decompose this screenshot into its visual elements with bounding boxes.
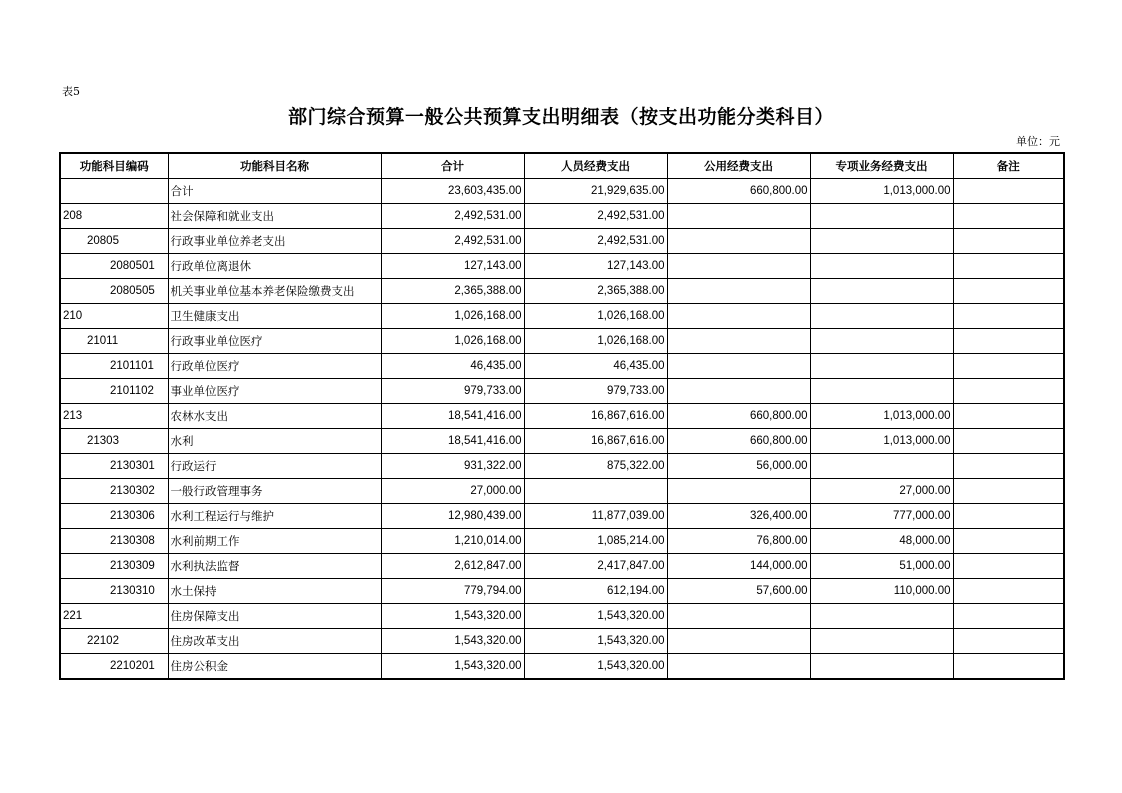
cell-public: 76,800.00 (667, 529, 810, 554)
budget-table (59, 152, 1065, 680)
cell-total: 779,794.00 (381, 579, 524, 604)
cell-special (810, 204, 953, 229)
cell-code: 21303 (60, 429, 168, 454)
header-public: 公用经费支出 (667, 153, 810, 179)
cell-public (667, 229, 810, 254)
cell-code: 2101102 (60, 379, 168, 404)
cell-code: 2130301 (60, 454, 168, 479)
cell-code: 2130306 (60, 504, 168, 529)
cell-special (810, 604, 953, 629)
cell-public (667, 479, 810, 504)
cell-public: 144,000.00 (667, 554, 810, 579)
table-row (60, 229, 1064, 254)
cell-note (953, 479, 1064, 504)
cell-code: 2210201 (60, 654, 168, 680)
cell-public: 660,800.00 (667, 404, 810, 429)
table-row (60, 304, 1064, 329)
cell-name: 行政事业单位养老支出 (168, 229, 381, 254)
cell-personnel: 16,867,616.00 (524, 429, 667, 454)
cell-total: 46,435.00 (381, 354, 524, 379)
cell-name: 水利执法监督 (168, 554, 381, 579)
cell-note (953, 304, 1064, 329)
table-row (60, 579, 1064, 604)
cell-note (953, 579, 1064, 604)
cell-code: 2101101 (60, 354, 168, 379)
cell-note (953, 629, 1064, 654)
table-row (60, 504, 1064, 529)
cell-code: 21011 (60, 329, 168, 354)
cell-personnel: 2,492,531.00 (524, 229, 667, 254)
cell-special: 1,013,000.00 (810, 404, 953, 429)
cell-total: 18,541,416.00 (381, 429, 524, 454)
cell-code: 221 (60, 604, 168, 629)
table-row (60, 379, 1064, 404)
cell-name: 行政事业单位医疗 (168, 329, 381, 354)
cell-note (953, 379, 1064, 404)
cell-public (667, 654, 810, 680)
cell-public: 660,800.00 (667, 429, 810, 454)
cell-note (953, 654, 1064, 680)
cell-public (667, 379, 810, 404)
cell-public (667, 279, 810, 304)
cell-special (810, 279, 953, 304)
cell-personnel: 875,322.00 (524, 454, 667, 479)
cell-special: 110,000.00 (810, 579, 953, 604)
cell-name: 行政单位离退休 (168, 254, 381, 279)
table-row (60, 629, 1064, 654)
header-personnel: 人员经费支出 (524, 153, 667, 179)
cell-name: 水土保持 (168, 579, 381, 604)
table-row (60, 279, 1064, 304)
cell-code: 2130308 (60, 529, 168, 554)
cell-special: 777,000.00 (810, 504, 953, 529)
cell-note (953, 204, 1064, 229)
cell-special (810, 654, 953, 680)
cell-public (667, 204, 810, 229)
cell-special (810, 329, 953, 354)
cell-public (667, 329, 810, 354)
header-name: 功能科目名称 (168, 153, 381, 179)
cell-total: 18,541,416.00 (381, 404, 524, 429)
cell-code: 2130310 (60, 579, 168, 604)
cell-name: 卫生健康支出 (168, 304, 381, 329)
cell-name: 事业单位医疗 (168, 379, 381, 404)
cell-total: 1,543,320.00 (381, 629, 524, 654)
cell-special (810, 254, 953, 279)
table-row (60, 454, 1064, 479)
cell-public: 57,600.00 (667, 579, 810, 604)
cell-name: 社会保障和就业支出 (168, 204, 381, 229)
cell-note (953, 279, 1064, 304)
cell-total: 1,543,320.00 (381, 654, 524, 680)
cell-code: 2130309 (60, 554, 168, 579)
cell-code: 22102 (60, 629, 168, 654)
cell-total: 23,603,435.00 (381, 179, 524, 204)
table-row (60, 554, 1064, 579)
table-body (60, 179, 1064, 680)
cell-code (60, 179, 168, 204)
cell-total: 1,210,014.00 (381, 529, 524, 554)
cell-name: 住房改革支出 (168, 629, 381, 654)
cell-special (810, 629, 953, 654)
cell-special: 27,000.00 (810, 479, 953, 504)
table-row (60, 179, 1064, 204)
cell-code: 2080505 (60, 279, 168, 304)
cell-note (953, 254, 1064, 279)
cell-code: 20805 (60, 229, 168, 254)
cell-total: 2,365,388.00 (381, 279, 524, 304)
cell-code: 2130302 (60, 479, 168, 504)
cell-public: 326,400.00 (667, 504, 810, 529)
cell-personnel: 21,929,635.00 (524, 179, 667, 204)
cell-public: 660,800.00 (667, 179, 810, 204)
cell-special (810, 229, 953, 254)
cell-note (953, 404, 1064, 429)
cell-note (953, 179, 1064, 204)
unit-label: 单位：元 (1016, 135, 1060, 148)
cell-name: 行政单位医疗 (168, 354, 381, 379)
cell-name: 水利 (168, 429, 381, 454)
cell-name: 行政运行 (168, 454, 381, 479)
cell-personnel: 1,026,168.00 (524, 329, 667, 354)
cell-note (953, 429, 1064, 454)
cell-public (667, 604, 810, 629)
cell-code: 2080501 (60, 254, 168, 279)
cell-total: 979,733.00 (381, 379, 524, 404)
cell-personnel: 1,543,320.00 (524, 654, 667, 680)
table-row (60, 654, 1064, 680)
cell-public (667, 254, 810, 279)
cell-personnel (524, 479, 667, 504)
cell-personnel: 1,026,168.00 (524, 304, 667, 329)
table-row (60, 204, 1064, 229)
header-code: 功能科目编码 (60, 153, 168, 179)
cell-name: 水利前期工作 (168, 529, 381, 554)
table-row (60, 254, 1064, 279)
cell-total: 2,492,531.00 (381, 229, 524, 254)
cell-name: 合计 (168, 179, 381, 204)
cell-special: 1,013,000.00 (810, 429, 953, 454)
cell-note (953, 229, 1064, 254)
cell-note (953, 554, 1064, 579)
table-row (60, 404, 1064, 429)
page-title: 部门综合预算一般公共预算支出明细表（按支出功能分类科目） (287, 106, 834, 128)
table-row (60, 429, 1064, 454)
table-number: 表5 (62, 85, 80, 98)
cell-personnel: 127,143.00 (524, 254, 667, 279)
cell-personnel: 2,417,847.00 (524, 554, 667, 579)
cell-special: 48,000.00 (810, 529, 953, 554)
cell-name: 机关事业单位基本养老保险缴费支出 (168, 279, 381, 304)
cell-note (953, 604, 1064, 629)
cell-public (667, 629, 810, 654)
cell-name: 一般行政管理事务 (168, 479, 381, 504)
cell-total: 1,543,320.00 (381, 604, 524, 629)
cell-name: 住房公积金 (168, 654, 381, 680)
cell-name: 住房保障支出 (168, 604, 381, 629)
header-row (60, 153, 1064, 179)
cell-code: 210 (60, 304, 168, 329)
cell-public (667, 304, 810, 329)
cell-special (810, 354, 953, 379)
cell-name: 农林水支出 (168, 404, 381, 429)
cell-note (953, 354, 1064, 379)
cell-public: 56,000.00 (667, 454, 810, 479)
cell-special (810, 304, 953, 329)
cell-personnel: 2,365,388.00 (524, 279, 667, 304)
cell-special: 51,000.00 (810, 554, 953, 579)
cell-name: 水利工程运行与维护 (168, 504, 381, 529)
cell-public (667, 354, 810, 379)
header-special: 专项业务经费支出 (810, 153, 953, 179)
cell-note (953, 454, 1064, 479)
cell-total: 127,143.00 (381, 254, 524, 279)
cell-total: 931,322.00 (381, 454, 524, 479)
cell-personnel: 46,435.00 (524, 354, 667, 379)
cell-personnel: 1,085,214.00 (524, 529, 667, 554)
cell-total: 27,000.00 (381, 479, 524, 504)
cell-special (810, 379, 953, 404)
cell-note (953, 504, 1064, 529)
cell-total: 2,492,531.00 (381, 204, 524, 229)
cell-personnel: 979,733.00 (524, 379, 667, 404)
cell-special (810, 454, 953, 479)
header-total: 合计 (381, 153, 524, 179)
table-row (60, 329, 1064, 354)
cell-code: 213 (60, 404, 168, 429)
table-row (60, 479, 1064, 504)
cell-total: 12,980,439.00 (381, 504, 524, 529)
cell-special: 1,013,000.00 (810, 179, 953, 204)
cell-total: 2,612,847.00 (381, 554, 524, 579)
cell-total: 1,026,168.00 (381, 329, 524, 354)
cell-total: 1,026,168.00 (381, 304, 524, 329)
cell-note (953, 329, 1064, 354)
header-note: 备注 (953, 153, 1064, 179)
table-row (60, 354, 1064, 379)
cell-note (953, 529, 1064, 554)
cell-personnel: 1,543,320.00 (524, 629, 667, 654)
table-row (60, 529, 1064, 554)
cell-personnel: 1,543,320.00 (524, 604, 667, 629)
cell-personnel: 2,492,531.00 (524, 204, 667, 229)
cell-personnel: 16,867,616.00 (524, 404, 667, 429)
cell-code: 208 (60, 204, 168, 229)
cell-personnel: 612,194.00 (524, 579, 667, 604)
table-row (60, 604, 1064, 629)
cell-personnel: 11,877,039.00 (524, 504, 667, 529)
